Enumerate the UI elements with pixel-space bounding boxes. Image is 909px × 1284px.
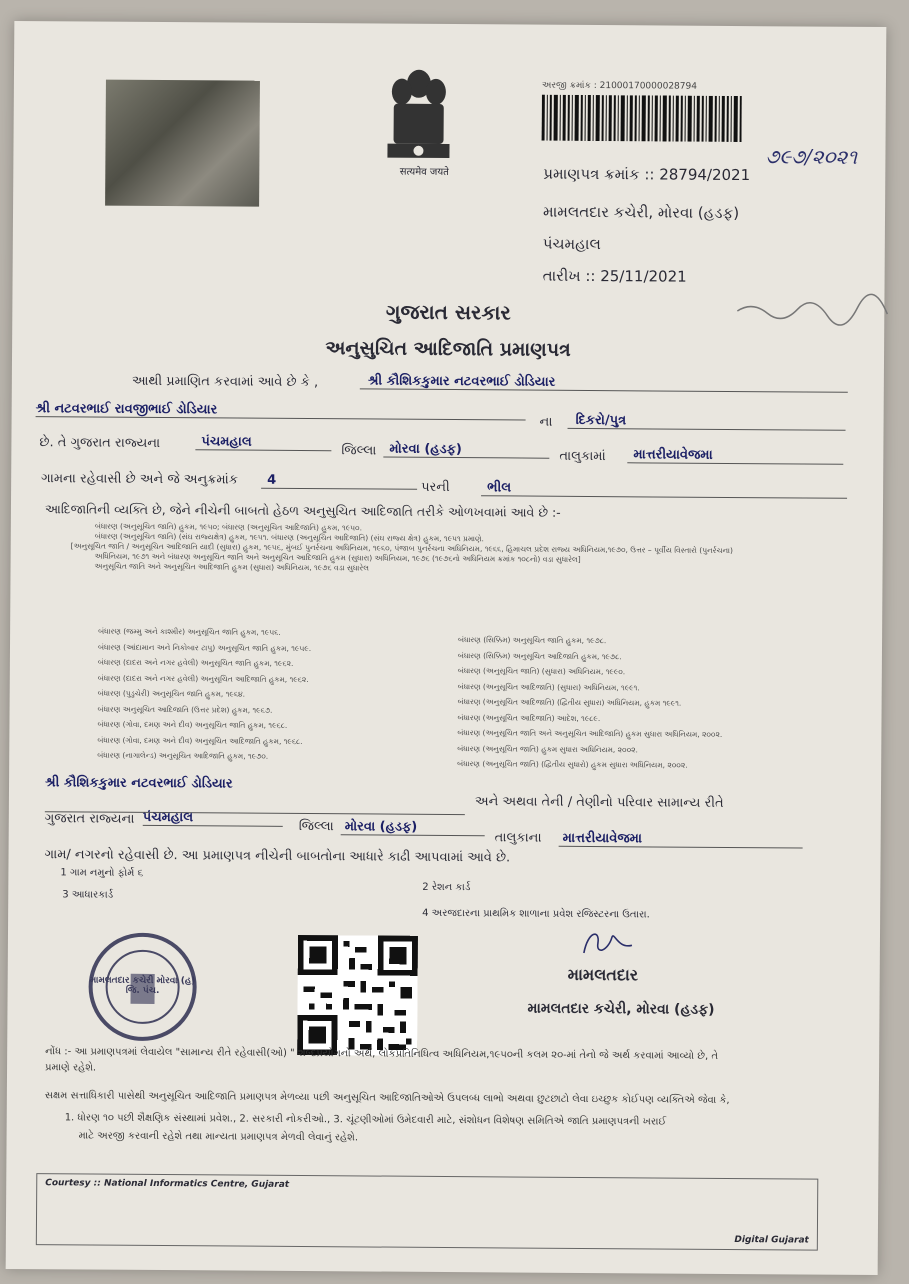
govt-title: ગુજરાત સરકાર bbox=[385, 299, 511, 325]
order-top: અનુસૂચિત જાતિ અને અનુસૂચિત આદિજાતિ હુકમ (સુધારા) અધિનિયમ, ૧૯૭૬ વડા સુધારેલ bbox=[94, 561, 369, 573]
village-value: માત્તરીયાવેજમા bbox=[627, 447, 843, 465]
courtesy-text: Courtesy :: National Informatics Centre, Gujarat bbox=[45, 1178, 290, 1190]
seal-text: મામલતદાર કચેરી મોરવા (હ) જિ. પંચ. bbox=[89, 975, 196, 997]
relation: દિકરો/પુત્ર bbox=[568, 413, 846, 431]
document-item: 1 ગામ નમુનો ફોર્મ ૬ bbox=[60, 867, 144, 879]
district-label: જિલ્લા bbox=[341, 443, 377, 459]
note-4: માટે અરજી કરવાની રહેશે તથા માન્યતા પ્રમાણપત્ર મેળવી લેવાનું રહેશે. bbox=[78, 1130, 359, 1144]
signatory-office: મામલતદાર કચેરી, મોરવા (હડફ) bbox=[527, 1000, 715, 1018]
order-left: બંધારણ (જમ્મુ અને કાશ્મીર) અનુસૂચિત જાતિ હુકમ, ૧૯૫૬. bbox=[98, 626, 281, 637]
order-top: [અનુસૂચિત જાતિ / અનુસૂચિત આદિજાતિ યાદી (સુધારા) હુકમ, ૧૯૫૬, મુંબઈ પુનર્રચના અધિનિયમ, ૧૯૬૦, પંજાબ પુનર્રચના અધિનિયમ, ૧૯૬૬, હિમાચલ પ્રદેશ રાજ્ય અધિનિયમ,૧૯૭૦, ઉત્તર – પૂર્વીય વિસ્તારો (પુનર્રચના) bbox=[70, 541, 733, 556]
document-item: 2 રેશન કાર્ડ bbox=[422, 881, 471, 894]
order-left: બંધારણ (દાદરા અને નગર હવેલી) અનુસૂચિત આદિજાતિ હુકમ, ૧૯૬૨. bbox=[97, 673, 309, 684]
order-right: બંધારણ (સિક્કિમ) અનુસૂચિત આદિજાતિ હુકમ, ૧૯૭૮. bbox=[457, 650, 622, 661]
taluka-label-2: તાલુકાના bbox=[494, 830, 542, 846]
serial-value: 4 bbox=[261, 473, 417, 490]
digital-gujarat-text: Digital Gujarat bbox=[734, 1235, 809, 1246]
order-left: બંધારણ (ગોવા, દમણ અને દીવ) અનુસૂચિત જાતિ હુકમ, ૧૯૬૮. bbox=[97, 719, 288, 730]
order-right: બંધારણ (અનુસૂચિત આદિજાતિ) આદેશ, ૧૯૮૯. bbox=[457, 712, 601, 723]
district-label-2: જિલ્લા bbox=[298, 818, 334, 835]
order-left: બંધારણ (ગોવા, દમણ અને દીવ) અનુસૂચિત આદિજાતિ હુકમ, ૧૯૬૮. bbox=[97, 735, 303, 746]
certificate-number-row bbox=[543, 165, 750, 184]
order-left: બંધારણ (દાદરા અને નગર હવેલી) અનુસૂચિત જાતિ હુકમ, ૧૯૬૨. bbox=[97, 657, 294, 668]
applicant-photo bbox=[105, 80, 260, 207]
order-right: બંધારણ (અનુસૂચિત આદિજાતિ) (સુધારા) અધિનિયમ, ૧૯૯૧. bbox=[457, 681, 640, 692]
family-label: અને અથવા તેની / તેણીનો પરિવાર સામાન્ય રીતે bbox=[474, 794, 724, 811]
state-label-2: ગુજરાત રાજ્યના bbox=[44, 811, 135, 827]
intro-text: આથી પ્રમાણિત કરવામાં આવે છે કે , bbox=[131, 373, 319, 391]
certificate-number-label: પ્રમાણપત્ર ક્રમાંક bbox=[543, 164, 640, 184]
issuing-district: પંચમહાલ bbox=[542, 234, 601, 254]
district-value: પંચમહાલ bbox=[195, 434, 331, 451]
tribe-value: ભીલ bbox=[481, 480, 847, 499]
village-value-2: માત્તરીયાવેજમા bbox=[559, 831, 803, 849]
date-row bbox=[543, 267, 687, 286]
basis-text: ગામ/ નગરનો રહેવાસી છે. આ પ્રમાણપત્ર નીચેની બાબતોના આધારે કાઢી આપવામાં આવે છે. bbox=[44, 847, 511, 866]
state-label: છે. તે ગુજરાત રાજ્યના bbox=[39, 435, 161, 451]
district-value-2: પંચમહાલ bbox=[143, 810, 283, 827]
order-top: બંધારણ (અનુસૂચિત જાતિ) હુકમ, ૧૯૫૦; બંધારણ (અનુસૂચિત આદિજાતિ) હુકમ, ૧૯૫૦. bbox=[94, 521, 363, 533]
applicant-name: શ્રી કૌશિકકુમાર નટવરભાઈ ડોડિયાર bbox=[360, 373, 848, 392]
office-seal bbox=[87, 932, 198, 1043]
na-label: ના bbox=[539, 414, 553, 430]
order-top: અધિનિયમ, ૧૯૭૧ અને બંધારણ અનુસૂચિત જાતિ અને અનુસૂચિત આદિજાતિ હુકમ (સુધારા) અધિનિયમ, ૧૯૭૬ (૧૯૭૬નો અધિનિયમ ક્રમાંક ૧૦૮નો) વડા સુધારેલ] bbox=[94, 551, 581, 564]
issuing-office: મામલતદાર કચેરી, મોરવા (હડફ) bbox=[542, 202, 740, 223]
certificate-sheet bbox=[6, 21, 887, 1275]
taluka-value: મોરવા (હડફ) bbox=[383, 442, 549, 459]
application-number: અરજી ક્રમાંક : 21000170000028794 bbox=[541, 80, 698, 92]
note-1: નોંધ :- આ પ્રમાણપત્રમાં લેવાયેલ "સામાન્ય રીતે રહેવાસી(ઓ) " શબ્દપ્રયોગનો અર્થ, લોકપ્રતિનિધિત્વ અધિનિયમ,૧૯૫૦ની કલમ ૨૦-માં તેનો જે અર્થ કરવામાં આવ્યો છે, તે bbox=[45, 1046, 719, 1062]
signature-mark bbox=[578, 925, 638, 961]
taluka-label: તાલુકામાં bbox=[559, 448, 606, 465]
order-right: બંધારણ (અનુસૂચિત જાતિ) હુકમ સુધારા અધિનિયમ, ૨૦૦૨. bbox=[457, 743, 638, 754]
orders-top-list bbox=[71, 521, 734, 576]
signatory-title: મામલતદાર bbox=[567, 964, 639, 985]
date-label: તારીખ bbox=[542, 266, 581, 285]
document-item: 4 અરજદારના પ્રાથમિક શાળાના પ્રવેશ રજિસ્ટરના ઉતારા. bbox=[422, 907, 650, 921]
note-1b: પ્રમાણે રહેશે. bbox=[45, 1062, 97, 1074]
order-right: બંધારણ (અનુસૂચિત જાતિ અને અનુસૂચિત આદિજાતિ) હુકમ સુધારા અધિનિયમ, ૨૦૦૨. bbox=[457, 728, 723, 739]
recognition-text: આદિજાતિની વ્યક્તિ છે, જેને નીચેની બાબતો હેઠળ અનુસુચિત આદિજાતિ તરીકે ઓળખવામાં આવે છે :- bbox=[44, 501, 561, 520]
order-left: બંધારણ (નાગાલેન્ડ) અનુસૂચિત આદિજાતિ હુકમ, ૧૯૭૦. bbox=[97, 750, 269, 761]
barcode bbox=[542, 95, 742, 142]
order-top: બંધારણ (અનુસૂચિત જાતિ) (સંઘ રાજ્યક્ષેત્ર) હુકમ, ૧૯૫૧. બંધારણ (અનુસૂચિત આદિજાતિ) (સંઘ રાજ્ય ક્ષેત્ર) હુકમ, ૧૯૫૧ પ્રમાણે. bbox=[94, 531, 484, 544]
taluka-value-2: મોરવા (હડફ) bbox=[341, 819, 485, 836]
order-right: બંધારણ (અનુસૂચિત આદિજાતિ) (દ્વિતીય સુધારા) અધિનિયમ, હુકમ ૧૯૯૧. bbox=[457, 697, 682, 708]
issue-date: :: 25/11/2021 bbox=[585, 266, 687, 286]
certificate-title: અનુસુચિત આદિજાતિ પ્રમાણપત્ર bbox=[325, 337, 571, 361]
order-right: બંધારણ (અનુસૂચિત જાતિ) (દ્વિતીય સુધારો) હુકમ સુધારા અધિનિયમ, ૨૦૦૨. bbox=[457, 759, 688, 770]
order-left: બંધારણ અનુસૂચિત આદિજાતિ (ઉત્તર પ્રદેશ) હુકમ, ૧૯૬૭. bbox=[97, 704, 273, 715]
handwritten-number: ૭૯૭/૨૦૨૧ bbox=[765, 144, 858, 169]
order-right: બંધારણ (અનુસૂચિત જાતિ) (સુધારા) અધિનિયમ, ૧૯૯૦. bbox=[457, 666, 626, 677]
document-item: 3 આધારકાર્ડ bbox=[62, 889, 114, 901]
certificate-number: :: 28794/2021 bbox=[644, 165, 751, 185]
qr-code bbox=[297, 935, 418, 1056]
note-3: 1. ધોરણ ૧૦ પછી શૈક્ષણિક સંસ્થામાં પ્રવેશ., 2. સરકારી નોકરીઓ., 3. ચૂંટણીઓમાં ઉમેદવારી માટે, સંશોધન વિશેષણ સમિતિએ જાતિ પ્રમાણપત્રની ખરાઈ bbox=[64, 1112, 667, 1128]
orders-right-list bbox=[457, 632, 723, 773]
resident-label: ગામના રહેવાસી છે અને જે અનુક્રમાંક bbox=[41, 471, 238, 488]
father-name: શ્રી નટવરભાઈ રાવજીભાઈ ડોડિયાર bbox=[36, 401, 526, 420]
order-left: બંધારણ (આંદામાન અને નિકોબાર ટાપુ) અનુસૂચિત જાતિ હુકમ, ૧૯૫૯. bbox=[97, 642, 312, 653]
upon-label: પરની bbox=[421, 479, 450, 496]
motto: सत्यमेव जयते bbox=[399, 166, 449, 179]
applicant-name-2: શ્રી કૌશિકકુમાર નટવરભાઈ ડોડિયાર bbox=[44, 775, 233, 792]
order-left: બંધારણ (પુડુચેરી) અનુસૂચિત જાતિ હુકમ, ૧૯૬૪. bbox=[97, 688, 246, 699]
footer-box bbox=[36, 1173, 818, 1250]
order-right: બંધારણ (સિક્કિમ) અનુસૂચિત જાતિ હુકમ, ૧૯૭૮. bbox=[458, 635, 607, 646]
orders-left-list bbox=[97, 624, 311, 765]
note-2: સક્ષમ સત્તાધિકારી પાસેથી અનુસૂચિત આદિજાતિ પ્રમાણપત્ર મેળવ્યા પછી અનુસૂચિત આદિજાતિઓએ ઉપલબ્ધ લાભો અથવા છુટછાટો લેવા ઇચ્છુક કોઈપણ વ્યક્તિએ જેવા કે, bbox=[44, 1090, 730, 1106]
